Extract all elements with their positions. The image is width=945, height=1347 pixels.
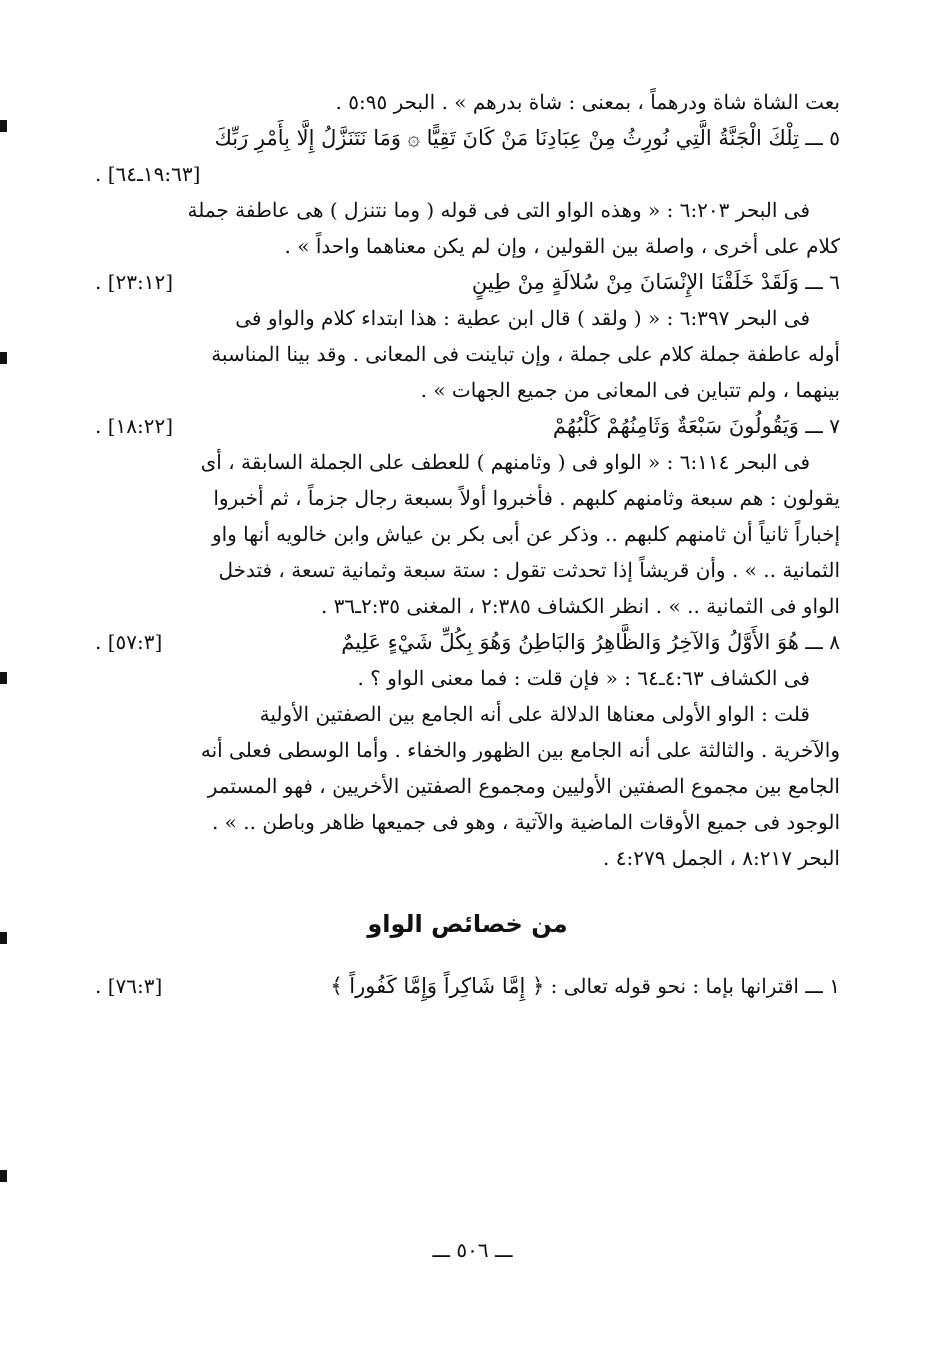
verse-line: ٧ ـــ وَيَقُولُونَ سَبْعَةٌ وَثَامِنُهُمْ كَلْبُهُمْ [١٨:٢٢] . (95, 408, 840, 444)
text-line: أوله عاطفة جملة كلام على جملة ، وإن تباينت فى المعانى . وقد بينا المناسبة (211, 342, 840, 366)
verse-reference: [٢٣:١٢] . (95, 270, 174, 294)
property-line: ١ ـــ اقترانها بإما : نحو قوله تعالى : ﴿ إِمَّا شَاكِراً وَإِمَّا كَفُوراً ﴾ [٧٦:٣] . (95, 968, 840, 1004)
verse-reference: [٧٦:٣] . (95, 974, 163, 998)
page-number: ـــ ٥٠٦ ـــ (432, 1238, 513, 1262)
text-line: يقولون : هم سبعة وثامنهم كلبهم . فأخبروا أولاً بسبعة رجال جزماً ، ثم أخبروا (213, 486, 840, 510)
text-line: البحر ٨:٢١٧ ، الجمل ٤:٢٧٩ . (603, 846, 840, 870)
text-line: فى البحر ٦:٢٠٣ : « وهذه الواو التى فى قوله ( وما نتنزل ) هى عاطفة جملة (187, 198, 810, 222)
margin-mark (0, 672, 7, 684)
verse-line: ٨ ـــ هُوَ الأَوَّلُ وَالآخِرُ وَالظَّاهِرُ وَالبَاطِنُ وَهُوَ بِكُلِّ شَيْءٍ عَلِيمٌ [٥٧:٣] . (95, 624, 840, 660)
property-text: اقترانها بإما : نحو قوله تعالى : (550, 974, 799, 998)
margin-mark (0, 1170, 7, 1182)
verse-line: ٦ ـــ وَلَقَدْ خَلَقْنَا الإِنْسَانَ مِنْ سُلالَةٍ مِنْ طِينٍ [٢٣:١٢] . (95, 264, 840, 300)
margin-mark (0, 120, 7, 132)
item-number: ٧ (829, 414, 840, 438)
quran-verse: تِلْكَ الْجَنَّةُ الَّتِي نُورِثُ مِنْ عِبَادِنَا مَنْ كَانَ تَقِيًّا ۞ وَمَا نَتَنَزَّلُ إِلَّا بِأَمْرِ رَبِّكَ (214, 126, 799, 150)
text-line: فى الكشاف ٤:٦٣ـ٦٤ : « فإن قلت : فما معنى الواو ؟ . (357, 666, 810, 690)
item-number: ٨ (829, 630, 840, 654)
text-line: إخباراً ثانياً أن ثامنهم كلبهم .. وذكر عن أبى بكر بن عياش وابن خالويه أنها واو (211, 522, 840, 546)
margin-mark (0, 352, 7, 364)
verse-line: ٥ ـــ تِلْكَ الْجَنَّةُ الَّتِي نُورِثُ مِنْ عِبَادِنَا مَنْ كَانَ تَقِيًّا ۞ وَمَا نَتَنَزَّلُ إِلَّا بِأَمْرِ رَبِّكَ (214, 126, 840, 150)
text-line: قلت : الواو الأولى معناها الدلالة على أنه الجامع بين الصفتين الأولية (259, 702, 810, 726)
text-line: بعت الشاة شاة ودرهماً ، بمعنى : شاة بدرهم » . البحر ٥:٩٥ . (335, 90, 840, 114)
item-number: ٥ (829, 126, 840, 150)
section-heading: من خصائص الواو (367, 910, 568, 938)
item-number: ٦ (829, 270, 840, 294)
text-line: فى البحر ٦:٣٩٧ : « ( ولقد ) قال ابن عطية : هذا ابتداء كلام والواو فى (235, 306, 810, 330)
verse-reference: [١٩:٦٣ـ٦٤] . (95, 162, 201, 186)
text-line: فى البحر ٦:١١٤ : « الواو فى ( وثامنهم ) للعطف على الجملة السابقة ، أى (200, 450, 810, 474)
text-line: بينهما ، ولم تتباين فى المعانى من جميع الجهات » . (420, 378, 840, 402)
text-line: الجامع بين مجموع الصفتين الأوليين ومجموع الصفتين الأخريين ، فهو المستمر (207, 774, 840, 798)
verse-reference: [٥٧:٣] . (95, 630, 163, 654)
quran-verse: وَلَقَدْ خَلَقْنَا الإِنْسَانَ مِنْ سُلالَةٍ مِنْ طِينٍ (471, 270, 799, 294)
text-line: كلام على أخرى ، واصلة بين القولين ، وإن لم يكن معناهما واحداً » . (284, 234, 840, 258)
text-line: الواو فى الثمانية .. » . انظر الكشاف ٢:٣٨٥ ، المغنى ٢:٣٥ـ٣٦ . (320, 594, 840, 618)
item-number: ١ (829, 974, 840, 998)
quran-verse: وَيَقُولُونَ سَبْعَةٌ وَثَامِنُهُمْ كَلْبُهُمْ (552, 414, 799, 438)
verse-reference: [١٨:٢٢] . (95, 414, 174, 438)
text-line: والآخرية . والثالثة على أنه الجامع بين الظهور والخفاء . وأما الوسطى فعلى أنه (200, 738, 840, 762)
margin-mark (0, 932, 7, 944)
page-body (95, 84, 840, 1004)
text-line: الثمانية .. » . وأن قريشاً إذا تحدثت تقول : ستة سبعة وثمانية تسعة ، فتدخل (218, 558, 840, 582)
text-line: الوجود فى جميع الأوقات الماضية والآتية ، وهو فى جميعها ظاهر وباطن .. » . (211, 810, 840, 834)
quran-verse: ﴿ إِمَّا شَاكِراً وَإِمَّا كَفُوراً ﴾ (330, 974, 545, 998)
quran-verse: هُوَ الأَوَّلُ وَالآخِرُ وَالظَّاهِرُ وَالبَاطِنُ وَهُوَ بِكُلِّ شَيْءٍ عَلِيمٌ (341, 630, 799, 654)
